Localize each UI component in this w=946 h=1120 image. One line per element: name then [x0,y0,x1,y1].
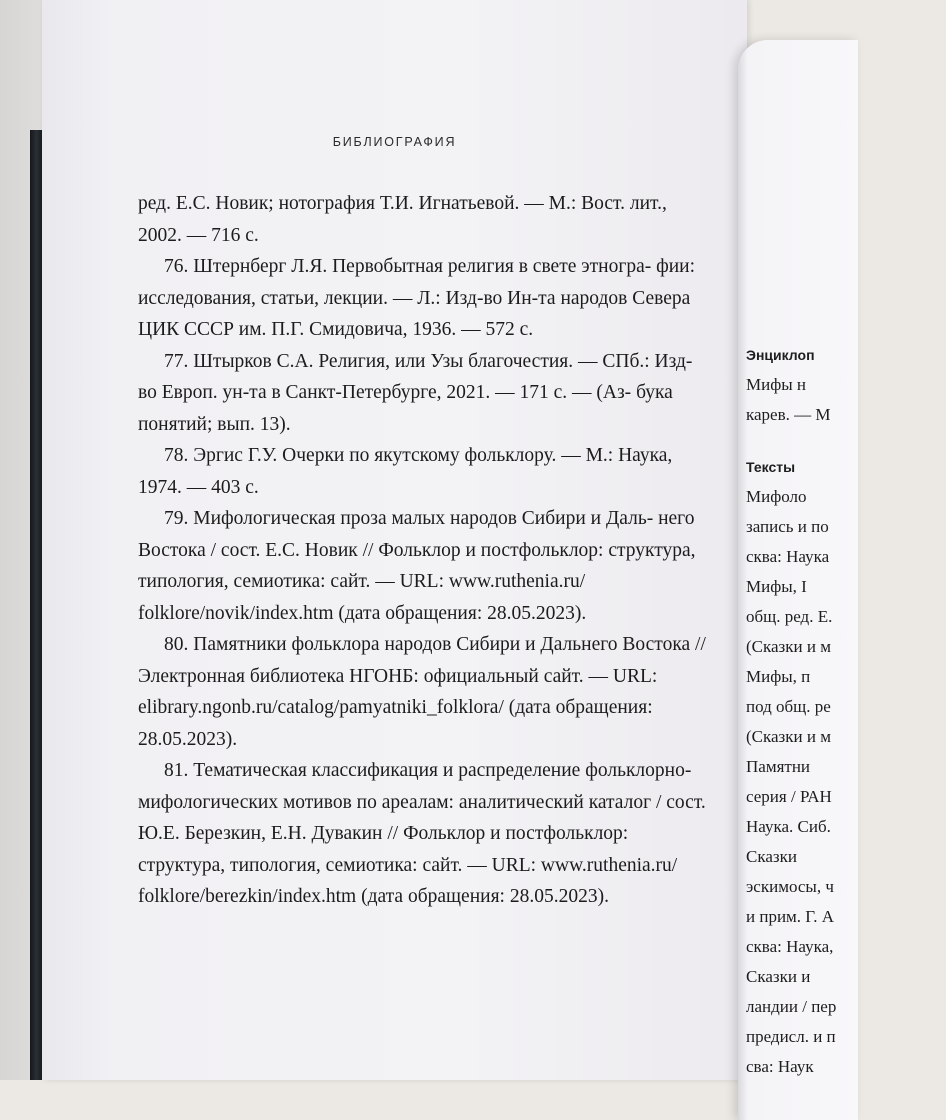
right-page-line: (Сказки и м [746,637,831,656]
right-page-line: Мифы н [746,375,806,394]
bibliography-entry [138,188,710,251]
bibliography-entry [138,503,710,629]
entry-line: Изд-во Европ. ун-та в Санкт-Петербурге, 2021. — 171 с. — (Аз- [138,350,693,403]
bibliography-entry [138,440,710,503]
entry-line: обращения: 28.05.2023). [138,697,653,750]
entry-line: Востока // Электронная библиотека НГОНБ: официальный [138,634,706,687]
entry-line: 81. Тематическая классификация и распределение фольклорно- [164,760,692,781]
entry-line: него Востока / сост. Е.С. Новик // Фольклор и постфольклор: [138,508,695,561]
right-page-text [746,340,946,1082]
right-page-line: сва: Наук [746,1057,814,1076]
right-page-line: эскимосы, ч [746,877,834,896]
entry-line: 78. Эргис Г.У. Очерки по якутскому фольклору. — М.: Наука, [164,445,673,466]
right-page-line: Мифоло [746,487,807,506]
entry-line: folklore/novik/index.htm (дата обращения: 28.05.2023). [138,602,587,624]
right-page-line: под общ. ре [746,697,831,716]
bibliography-list [138,188,710,913]
right-page-line: (Сказки и м [746,727,831,746]
right-page-line: общ. ред. Е. [746,607,833,626]
entry-line: структура, типология, семиотика: сайт. — URL: www.ruthenia.ru/ [138,539,696,592]
bibliography-entry [138,755,710,913]
right-page-heading: Тексты [746,459,796,475]
bibliography-entry [138,346,710,441]
right-page-line: запись и по [746,517,829,536]
right-page-line: и прим. Г. А [746,907,834,926]
right-page-line: Сказки и [746,967,811,986]
entry-line: бука понятий; вып. 13). [138,382,673,435]
right-page-line: сква: Наука [746,547,830,566]
entry-line: 2002. — 716 с. [138,224,259,246]
running-head: БИБЛИОГРАФИЯ [332,135,457,149]
entry-line: folklore/berezkin/index.htm (дата обращения: 28.05.2023). [138,886,609,907]
right-page-line: карев. — М [746,405,831,424]
entry-line: сост. Ю.Е. Березкин, Е.Н. Дувакин // Фольклор и постфольклор: [138,791,706,844]
book-page-left [42,0,747,1080]
right-page-heading: Энциклоп [746,347,815,363]
entry-line: ред. Е.С. Новик; нотография Т.И. Игнатьевой. — М.: Вост. лит., [138,193,667,214]
entry-line: 76. Штернберг Л.Я. Первобытная религия в свете этногра- [164,256,652,277]
right-page-line: серия / РАН [746,787,832,806]
entry-line: сайт. — URL: elibrary.ngonb.ru/catalog/pamyatniki_folklora/ (дата [138,665,658,718]
entry-line: структура, типология, семиотика: сайт. — URL: www.ruthenia.ru/ [138,854,678,876]
right-page-line: Мифы, I [746,577,807,596]
entry-line: 1974. — 403 с. [138,476,259,498]
entry-line: фии: исследования, статьи, лекции. — Л.: Изд-во Ин-та народов [138,256,696,309]
right-page-line: Сказки [746,847,797,866]
entry-line: мифологических мотивов по ареалам: аналитический каталог / [138,791,662,813]
entry-line: 79. Мифологическая проза малых народов Сибири и Даль- [164,508,654,529]
book-page-right [738,40,858,1120]
right-page-line: ландии / пер [746,997,837,1016]
entry-line: 77. Штырков С.А. Религия, или Узы благочестия. — СПб.: [164,350,650,372]
right-page-line: Памятни [746,757,811,776]
bibliography-entry [138,629,710,755]
right-page-line: Мифы, п [746,667,811,686]
entry-line: 80. Памятники фольклора народов Сибири и Дальнего [164,634,618,655]
right-page-line: Наука. Сиб. [746,817,831,836]
right-page-line: предисл. и п [746,1027,836,1046]
entry-line: Севера ЦИК СССР им. П.Г. Смидовича, 1936. — 572 с. [138,287,691,340]
bibliography-entry [138,251,710,346]
right-page-line: сква: Наука, [746,937,834,956]
